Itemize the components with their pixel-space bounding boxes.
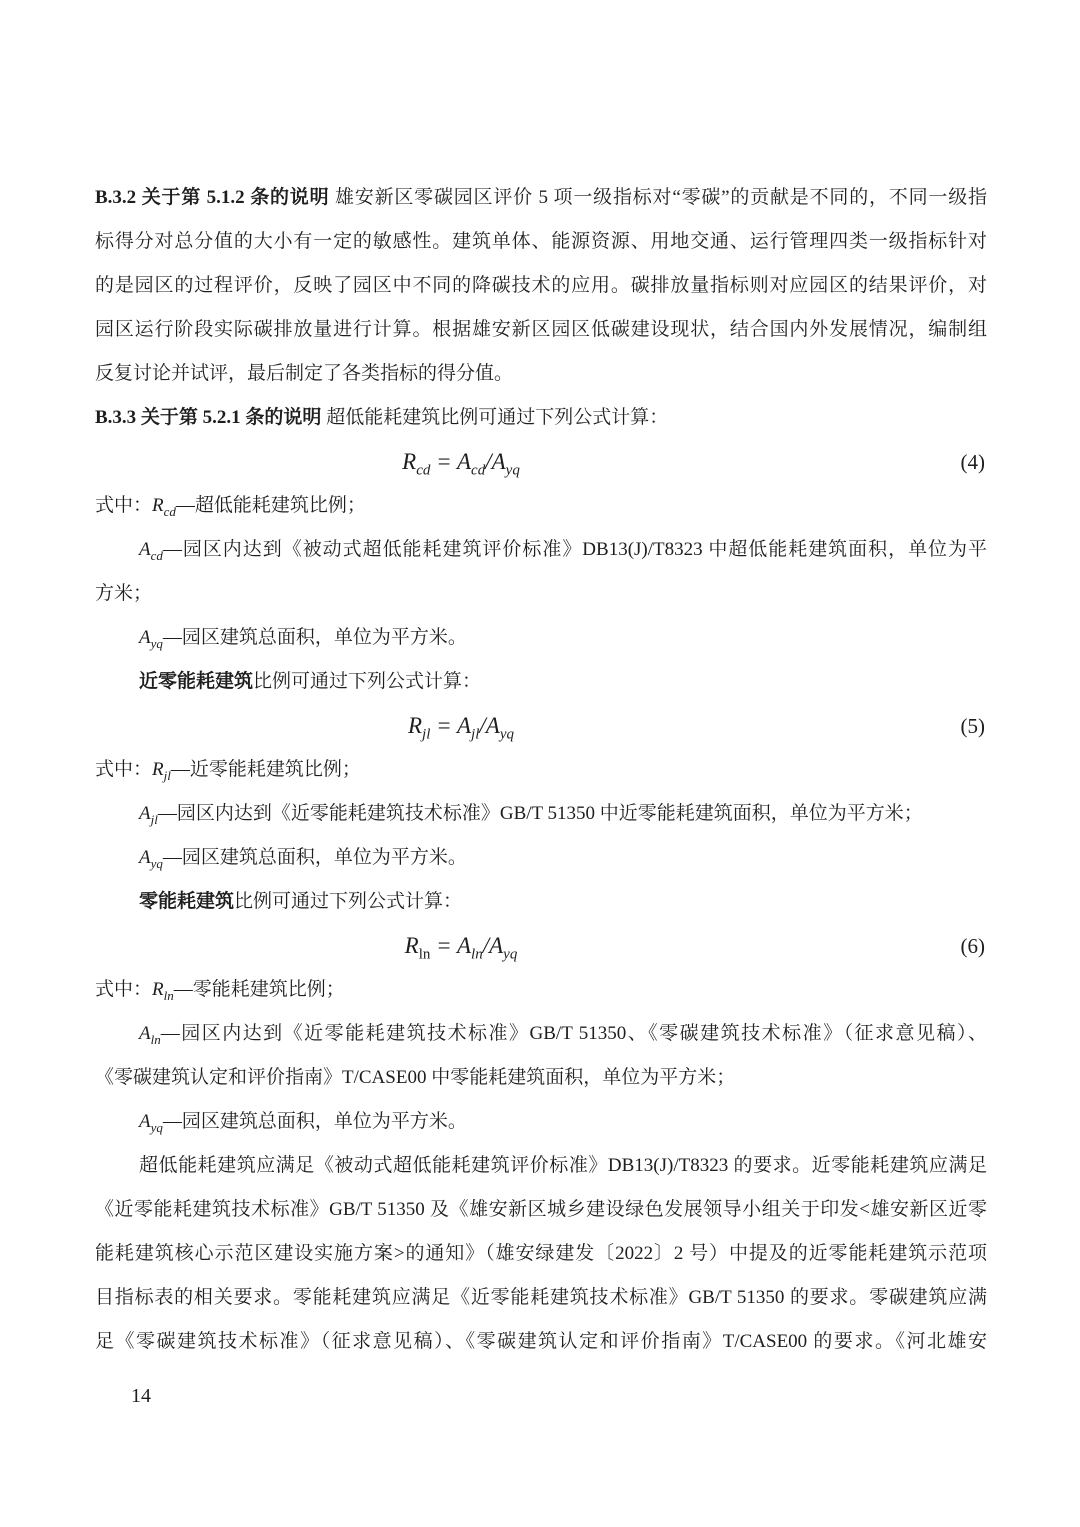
variable-subscript: jl [150, 811, 158, 827]
text-line: $A_{yq}—$园区建筑总面积，单位为平方米。 [139, 627, 467, 651]
text-line: 式中：$R_{jl}—$近零能耗建筑比例； [95, 759, 361, 783]
variable: A [139, 1023, 151, 1044]
text-line: 反复讨论并试评，最后制定了各类指标的得分值。 [95, 363, 514, 384]
equation-line: $R_{jl} = A_{jl}/A_{yq}$ (5) [95, 704, 987, 748]
equation-number: (4) [960, 450, 985, 474]
bold-text: B.3.2 关于第 5.1.2 条的说明 [95, 187, 330, 208]
variable: R [407, 713, 423, 738]
variable-subscript: ln [150, 1031, 161, 1047]
text-line: B.3.2 关于第 5.1.2 条的说明 雄安新区零碳园区评价 5 项一级指标对“零碳”的贡献是不同的，不同一级指 [95, 187, 987, 208]
variable: A [456, 449, 472, 474]
variable: A [491, 449, 506, 474]
variable: A [139, 627, 151, 648]
page-number: 14 [131, 1385, 151, 1407]
variable-subscript: ln [163, 987, 174, 1003]
text-line: 式中：$R_{cd}—$超低能耗建筑比例； [95, 495, 366, 519]
text-line: 超低能耗建筑应满足《被动式超低能耗建筑评价标准》DB13(J)/T8323 的要求。近零能耗建筑应满足 [139, 1155, 987, 1176]
variable-subscript: cd [163, 503, 176, 519]
variable-subscript: jl [471, 726, 480, 743]
bold-text: 近零能耗建筑 [139, 671, 254, 692]
equation-number: (5) [960, 714, 985, 738]
text-line: $A_{yq}—$园区建筑总面积，单位为平方米。 [139, 1111, 467, 1135]
variable-subscript: yq [150, 855, 163, 871]
text-line: $A_{ln}—$园区内达到《近零能耗建筑技术标准》GB/T 51350、《零碳建筑技术标准》（征求意见稿）、 [139, 1023, 987, 1047]
text-line: 《零碳建筑认定和评价指南》T/CASE00 中零能耗建筑面积，单位为平方米； [95, 1067, 736, 1088]
variable: A [139, 539, 151, 560]
text-line: 式中：$R_{ln}—$零能耗建筑比例； [95, 979, 345, 1003]
variable: R [404, 933, 419, 958]
variable-subscript: yq [505, 462, 520, 479]
text-line: $A_{jl}—$园区内达到《近零能耗建筑技术标准》GB/T 51350 中近零能耗建筑面积，单位为平方米； [139, 803, 923, 827]
text-line: 的是园区的过程评价，反映了园区中不同的降碳技术的应用。碳排放量指标则对应园区的结果评价，对 [95, 275, 987, 296]
variable-subscript: cd [150, 547, 163, 563]
variable: A [139, 847, 151, 868]
text-line: 近零能耗建筑比例可通过下列公式计算： [139, 671, 482, 692]
variable-subscript: ln [471, 946, 483, 963]
variable-subscript: jl [163, 767, 171, 783]
variable: A [485, 713, 500, 738]
text-line: 标得分对总分值的大小有一定的敏感性。建筑单体、能源资源、用地交通、运行管理四类一级指标针对 [95, 231, 987, 252]
text-line: B.3.3 关于第 5.2.1 条的说明 超低能耗建筑比例可通过下列公式计算： [95, 407, 669, 428]
variable: A [139, 1111, 151, 1132]
text-line: 能耗建筑核心示范区建设实施方案>的通知》（雄安绿建发〔2022〕2 号）中提及的近零能耗建筑示范项 [95, 1243, 987, 1264]
equation-number: (6) [960, 934, 985, 958]
text-line: 零能耗建筑比例可通过下列公式计算： [139, 891, 463, 912]
variable-subscript: jl [422, 726, 431, 743]
variable: A [139, 803, 151, 824]
variable-subscript: yq [499, 726, 515, 743]
document-content [95, 176, 987, 1416]
text-line: 足《零碳建筑技术标准》（征求意见稿）、《零碳建筑认定和评价指南》T/CASE00 的要求。《河北雄安 [95, 1331, 987, 1352]
equation-line: $R_{ln} = A_{ln}/A_{yq}$ (6) [95, 924, 987, 968]
text-line: 方米； [95, 583, 153, 604]
bold-text: 零能耗建筑 [139, 891, 235, 912]
variable: A [456, 713, 472, 738]
variable: R [152, 495, 164, 516]
variable-subscript: yq [150, 1119, 163, 1135]
text-line: 《近零能耗建筑技术标准》GB/T 51350 及《雄安新区城乡建设绿色发展领导小组关于印发<雄安新区近零 [95, 1199, 987, 1220]
document-lines [95, 176, 987, 1364]
variable-subscript: cd [416, 462, 431, 479]
bold-text: B.3.3 关于第 5.2.1 条的说明 [95, 407, 322, 428]
variable-subscript: cd [471, 462, 486, 479]
variable-subscript: yq [503, 946, 518, 963]
text-line: $A_{cd}—$园区内达到《被动式超低能耗建筑评价标准》DB13(J)/T8323 中超低能耗建筑面积，单位为平 [139, 539, 987, 563]
variable-subscript: ln [418, 946, 431, 963]
variable-subscript: yq [150, 635, 163, 651]
equation-line: $R_{cd} = A_{cd}/A_{yq}$ (4) [95, 440, 987, 484]
variable: R [152, 979, 164, 1000]
variable: A [489, 933, 504, 958]
variable: A [456, 933, 472, 958]
text-line: $A_{yq}—$园区建筑总面积，单位为平方米。 [139, 847, 467, 871]
variable: R [152, 759, 164, 780]
text-line: 目指标表的相关要求。零能耗建筑应满足《近零能耗建筑技术标准》GB/T 51350 的要求。零碳建筑应满 [95, 1287, 987, 1308]
variable: R [402, 449, 417, 474]
text-line: 园区运行阶段实际碳排放量进行计算。根据雄安新区园区低碳建设现状，结合国内外发展情况，编制组 [95, 319, 987, 340]
